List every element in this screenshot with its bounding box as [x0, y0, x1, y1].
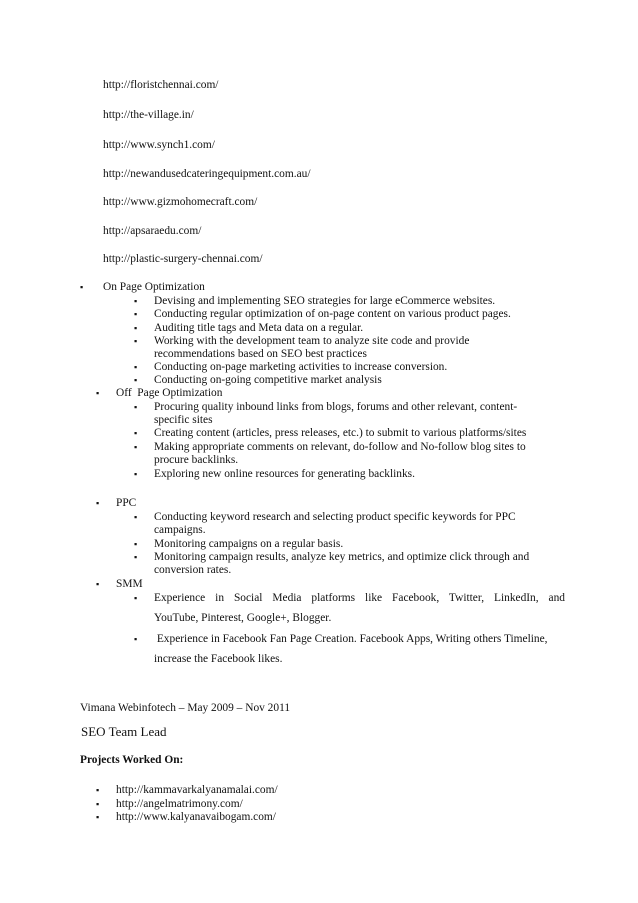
duty-line: Conducting regular optimization of on-page content on various product pages. [154, 308, 511, 320]
sub-bullet-icon: ▪ [134, 512, 138, 522]
duty-line: Conducting keyword research and selecting product specific keywords for PPC [154, 511, 516, 523]
project-url[interactable]: http://kammavarkalyanamalai.com/ [116, 784, 278, 796]
sub-bullet-icon: ▪ [134, 362, 138, 372]
sub-bullet-icon: ▪ [134, 428, 138, 438]
duty-line: specific sites [154, 414, 213, 426]
sub-bullet-icon: ▪ [134, 323, 138, 333]
project-bullet-icon: ▪ [96, 799, 100, 809]
sub-bullet-icon: ▪ [134, 402, 138, 412]
project-url[interactable]: http://newandusedcateringequipment.com.au/ [103, 168, 311, 180]
section-title-ppc: PPC [116, 497, 137, 509]
duty-line: YouTube, Pinterest, Google+, Blogger. [154, 612, 332, 624]
duty-line: recommendations based on SEO best practices [154, 348, 367, 360]
duty-line: Procuring quality inbound links from blogs, forums and other relevant, content- [154, 401, 518, 413]
project-url[interactable]: http://plastic-surgery-chennai.com/ [103, 253, 263, 265]
sub-bullet-icon: ▪ [134, 539, 138, 549]
duty-line: Creating content (articles, press releases, etc.) to submit to various platforms/sites [154, 427, 527, 439]
project-url[interactable]: http://www.synch1.com/ [103, 139, 215, 151]
project-url[interactable]: http://www.kalyanavaibogam.com/ [116, 811, 276, 823]
sub-bullet-icon: ▪ [134, 593, 138, 603]
duty-line: procure backlinks. [154, 454, 239, 466]
section-title-off-page: Off Page Optimization [116, 387, 223, 399]
duty-line: Making appropriate comments on relevant, do-follow and No-follow blog sites to [154, 441, 526, 453]
projects-heading: Projects Worked On: [80, 754, 184, 766]
duty-line: campaigns. [154, 524, 206, 536]
project-bullet-icon: ▪ [96, 785, 100, 795]
project-url[interactable]: http://angelmatrimony.com/ [116, 798, 243, 810]
section-bullet-icon: ▪ [96, 388, 100, 398]
section-bullet-icon: ▪ [96, 579, 100, 589]
section-title-on-page: On Page Optimization [103, 281, 205, 293]
project-url[interactable]: http://floristchennai.com/ [103, 79, 219, 91]
duty-line: Working with the development team to analyze site code and provide [154, 335, 470, 347]
job-role: SEO Team Lead [81, 724, 167, 739]
duty-line: Experience in Social Media platforms like Facebook, Twitter, LinkedIn, and [154, 592, 565, 604]
section-title-smm: SMM [116, 578, 143, 590]
project-url[interactable]: http://the-village.in/ [103, 109, 194, 121]
section-bullet-icon: ▪ [80, 282, 84, 292]
project-url[interactable]: http://apsaraedu.com/ [103, 225, 202, 237]
project-url[interactable]: http://www.gizmohomecraft.com/ [103, 196, 258, 208]
duty-line: Conducting on-going competitive market analysis [154, 374, 382, 386]
duty-line: conversion rates. [154, 564, 232, 576]
sub-bullet-icon: ▪ [134, 552, 138, 562]
duty-line: Auditing title tags and Meta data on a regular. [154, 322, 364, 334]
project-bullet-icon: ▪ [96, 812, 100, 822]
duty-line: Monitoring campaign results, analyze key metrics, and optimize click through and [154, 551, 530, 563]
sub-bullet-icon: ▪ [134, 296, 138, 306]
section-bullet-icon: ▪ [96, 498, 100, 508]
duty-line: Exploring new online resources for generating backlinks. [154, 468, 415, 480]
company-dates: Vimana Webinfotech – May 2009 – Nov 2011 [80, 702, 291, 714]
duty-line: Devising and implementing SEO strategies for large eCommerce websites. [154, 295, 496, 307]
sub-bullet-icon: ▪ [134, 309, 138, 319]
duty-line: increase the Facebook likes. [154, 653, 283, 665]
duty-line: Monitoring campaigns on a regular basis. [154, 538, 344, 550]
sub-bullet-icon: ▪ [134, 634, 138, 644]
sub-bullet-icon: ▪ [134, 442, 138, 452]
duty-line: Conducting on-page marketing activities to increase conversion. [154, 361, 448, 373]
duty-line: Experience in Facebook Fan Page Creation. Facebook Apps, Writing others Timeline, [154, 633, 548, 645]
sub-bullet-icon: ▪ [134, 336, 138, 346]
sub-bullet-icon: ▪ [134, 375, 138, 385]
sub-bullet-icon: ▪ [134, 469, 138, 479]
